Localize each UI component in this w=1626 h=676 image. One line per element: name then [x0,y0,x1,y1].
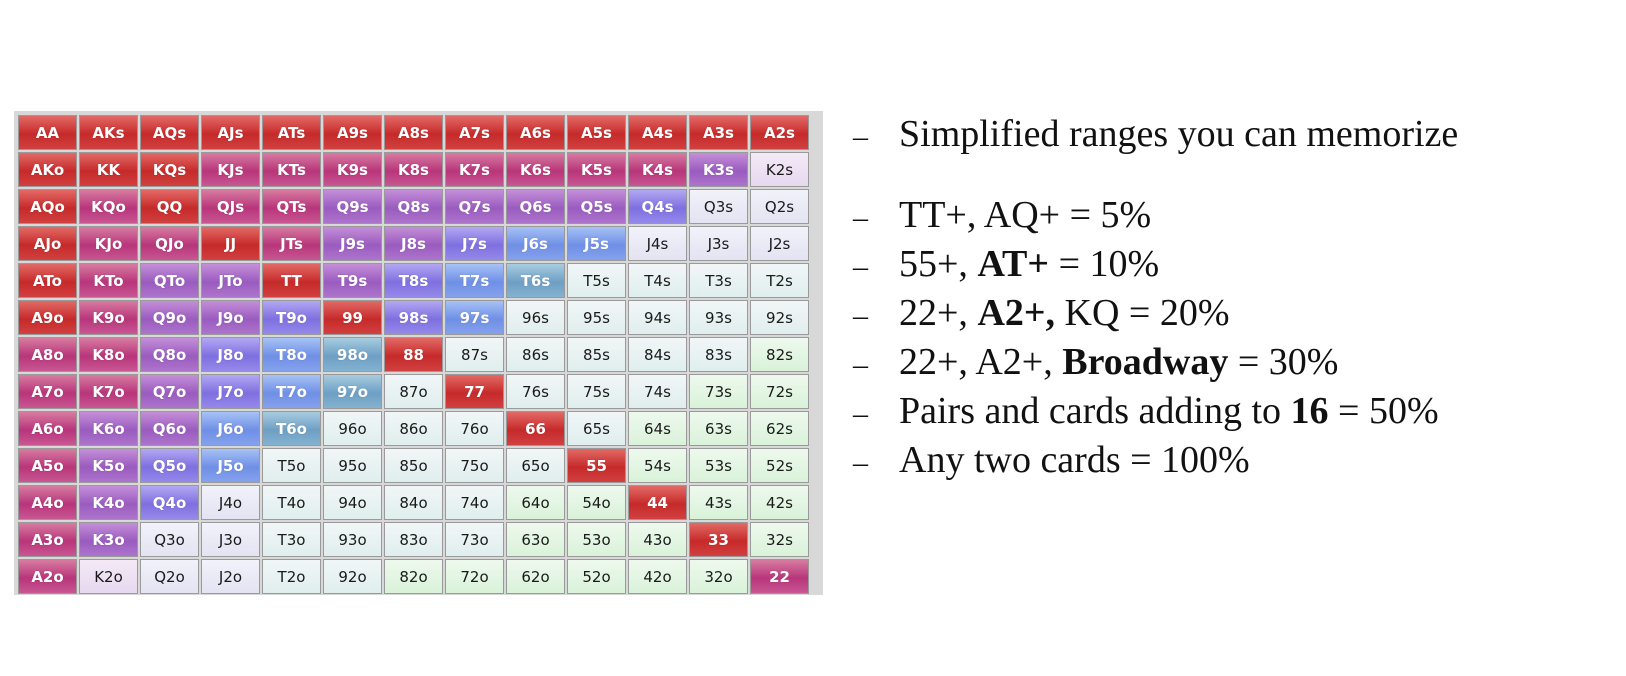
hand-cell: 88 [384,337,443,372]
hand-cell: J5o [201,448,260,483]
hand-cell: Q7s [445,189,504,224]
bullet-emphasis: AT+ [977,243,1050,285]
hand-cell: 85s [567,337,626,372]
hand-cell: KQo [79,189,138,224]
hand-cell: 54s [628,448,687,483]
hand-cell: T5o [262,448,321,483]
hand-cell: 93o [323,522,382,557]
hand-cell: J5s [567,226,626,261]
hand-cell: T2o [262,559,321,594]
bullet-segment: TT+, AQ+ = 5% [899,194,1152,236]
hand-cell: J8s [384,226,443,261]
hand-cell: 44 [628,485,687,520]
hand-cell: AQo [18,189,77,224]
bullet-text [899,389,1439,433]
hand-cell: KQs [140,152,199,187]
hand-cell: 72s [750,374,809,409]
hand-cell: K9o [79,300,138,335]
hand-cell: J3s [689,226,748,261]
hand-cell: K6s [506,152,565,187]
hand-cell: QQ [140,189,199,224]
hand-cell: 74s [628,374,687,409]
hand-cell: ATo [18,263,77,298]
bullet-emphasis: A2+, [977,292,1056,334]
hand-cell: 52s [750,448,809,483]
hand-cell: Q8o [140,337,199,372]
hand-cell: 73s [689,374,748,409]
hand-cell: 84o [384,485,443,520]
hand-cell: 96o [323,411,382,446]
hand-cell: J8o [201,337,260,372]
hand-cell: 85o [384,448,443,483]
bullet-emphasis: Broadway [1062,341,1229,383]
bullet-segment: = 50% [1328,390,1439,432]
hand-cell: T9s [323,263,382,298]
bullet-segment: Simplified ranges you can memorize [899,113,1459,155]
hand-cell: Q9s [323,189,382,224]
hand-cell: A8s [384,115,443,150]
hand-cell: T9o [262,300,321,335]
hand-cell: J9o [201,300,260,335]
hand-cell: 65s [567,411,626,446]
hand-cell: 97s [445,300,504,335]
hand-cell: 32o [689,559,748,594]
hand-cell: AJo [18,226,77,261]
hand-cell: K6o [79,411,138,446]
hand-cell: K8s [384,152,443,187]
bullet-dash: – [853,120,868,153]
hand-cell: J7o [201,374,260,409]
hand-cell: 66 [506,411,565,446]
hand-cell: K5o [79,448,138,483]
hand-range-chart [14,111,823,595]
hand-cell: A9s [323,115,382,150]
hand-cell: A2o [18,559,77,594]
bullet-dash: – [853,299,868,332]
hand-cell: K7s [445,152,504,187]
hand-cell: A3s [689,115,748,150]
hand-cell: KJo [79,226,138,261]
hand-cell: QTs [262,189,321,224]
bullet-segment: KQ = 20% [1055,292,1230,334]
bullet-item [853,291,1613,340]
bullet-dash: – [853,446,868,479]
hand-cell: A5s [567,115,626,150]
bullet-text [899,112,1458,156]
hand-cell: K7o [79,374,138,409]
hand-cell: 63s [689,411,748,446]
hand-cell: 96s [506,300,565,335]
hand-cell: J9s [323,226,382,261]
hand-cell: 42s [750,485,809,520]
hand-cell: T8s [384,263,443,298]
hand-cell: A7o [18,374,77,409]
hand-cell: 87s [445,337,504,372]
bullet-segment: 22+, [899,292,978,334]
hand-cell: K8o [79,337,138,372]
bullet-text [899,340,1338,384]
hand-cell: 64o [506,485,565,520]
hand-grid [18,115,809,594]
bullet-dash: – [853,348,868,381]
range-bullet-list [853,112,1613,487]
bullet-dash: – [853,250,868,283]
bullet-emphasis: 16 [1290,390,1329,432]
hand-cell: 84s [628,337,687,372]
hand-cell: 75s [567,374,626,409]
hand-cell: T4s [628,263,687,298]
hand-cell: K9s [323,152,382,187]
hand-cell: 98o [323,337,382,372]
hand-cell: 82s [750,337,809,372]
hand-cell: 22 [750,559,809,594]
bullet-item [853,340,1613,389]
hand-cell: 95s [567,300,626,335]
bullet-item [853,438,1613,487]
hand-cell: K4s [628,152,687,187]
hand-cell: AKs [79,115,138,150]
hand-cell: T6o [262,411,321,446]
hand-cell: Q9o [140,300,199,335]
hand-cell: 86s [506,337,565,372]
hand-cell: KTo [79,263,138,298]
hand-cell: AKo [18,152,77,187]
hand-cell: 74o [445,485,504,520]
hand-cell: A6s [506,115,565,150]
hand-cell: 72o [445,559,504,594]
hand-cell: T3o [262,522,321,557]
hand-cell: 94o [323,485,382,520]
hand-cell: AA [18,115,77,150]
hand-cell: 64s [628,411,687,446]
hand-cell: A6o [18,411,77,446]
hand-cell: J2s [750,226,809,261]
bullet-segment: 22+, A2+, [899,341,1063,383]
hand-cell: J3o [201,522,260,557]
hand-cell: 77 [445,374,504,409]
hand-cell: Q3s [689,189,748,224]
hand-cell: 62o [506,559,565,594]
hand-cell: K5s [567,152,626,187]
hand-cell: 94s [628,300,687,335]
hand-cell: J4s [628,226,687,261]
hand-cell: T2s [750,263,809,298]
hand-cell: 92o [323,559,382,594]
hand-cell: A5o [18,448,77,483]
bullet-segment: = 30% [1228,341,1339,383]
hand-cell: 33 [689,522,748,557]
hand-cell: JTs [262,226,321,261]
hand-cell: 42o [628,559,687,594]
hand-cell: 87o [384,374,443,409]
hand-cell: T4o [262,485,321,520]
hand-cell: 92s [750,300,809,335]
hand-cell: J7s [445,226,504,261]
hand-cell: J6o [201,411,260,446]
hand-cell: K4o [79,485,138,520]
hand-cell: J2o [201,559,260,594]
hand-cell: 53o [567,522,626,557]
hand-cell: Q6s [506,189,565,224]
bullet-text [899,291,1230,335]
hand-cell: Q8s [384,189,443,224]
hand-cell: 63o [506,522,565,557]
hand-cell: KTs [262,152,321,187]
bullet-text [899,242,1159,286]
hand-cell: KJs [201,152,260,187]
hand-cell: 83o [384,522,443,557]
hand-cell: JJ [201,226,260,261]
hand-cell: A3o [18,522,77,557]
hand-cell: A9o [18,300,77,335]
hand-cell: Q2o [140,559,199,594]
hand-cell: J6s [506,226,565,261]
hand-cell: 86o [384,411,443,446]
hand-cell: TT [262,263,321,298]
hand-cell: 43s [689,485,748,520]
hand-cell: A2s [750,115,809,150]
hand-cell: JTo [201,263,260,298]
hand-cell: AQs [140,115,199,150]
bullet-segment: Pairs and cards adding to [899,390,1291,432]
hand-cell: 97o [323,374,382,409]
hand-cell: QJo [140,226,199,261]
hand-cell: 76o [445,411,504,446]
bullet-text [899,193,1151,237]
hand-cell: 62s [750,411,809,446]
hand-cell: K2o [79,559,138,594]
hand-cell: QTo [140,263,199,298]
hand-cell: 95o [323,448,382,483]
bullet-segment: Any two cards = 100% [899,439,1250,481]
hand-cell: T3s [689,263,748,298]
bullet-item [853,193,1613,242]
hand-cell: 43o [628,522,687,557]
hand-cell: Q5s [567,189,626,224]
bullet-item [853,389,1613,438]
hand-cell: 99 [323,300,382,335]
hand-cell: T7s [445,263,504,298]
hand-cell: A8o [18,337,77,372]
hand-cell: 93s [689,300,748,335]
bullet-dash: – [853,397,868,430]
bullet-dash: – [853,201,868,234]
hand-cell: AJs [201,115,260,150]
bullet-segment: 55+, [899,243,978,285]
hand-cell: 52o [567,559,626,594]
hand-cell: Q4o [140,485,199,520]
hand-cell: K3o [79,522,138,557]
bullet-item [853,242,1613,291]
hand-cell: 32s [750,522,809,557]
hand-cell: A4o [18,485,77,520]
hand-cell: ATs [262,115,321,150]
hand-cell: J4o [201,485,260,520]
bullet-segment: = 10% [1049,243,1160,285]
hand-cell: A7s [445,115,504,150]
hand-cell: T7o [262,374,321,409]
hand-cell: 73o [445,522,504,557]
hand-cell: Q7o [140,374,199,409]
hand-cell: 82o [384,559,443,594]
hand-cell: 76s [506,374,565,409]
hand-cell: 65o [506,448,565,483]
hand-cell: 54o [567,485,626,520]
hand-cell: T6s [506,263,565,298]
hand-cell: T5s [567,263,626,298]
hand-cell: Q5o [140,448,199,483]
hand-cell: 98s [384,300,443,335]
hand-cell: 83s [689,337,748,372]
bullet-text [899,438,1250,482]
bullet-item [853,112,1613,161]
hand-cell: Q2s [750,189,809,224]
hand-cell: KK [79,152,138,187]
hand-cell: T8o [262,337,321,372]
hand-cell: Q6o [140,411,199,446]
hand-cell: 53s [689,448,748,483]
hand-cell: 55 [567,448,626,483]
hand-cell: Q4s [628,189,687,224]
hand-cell: K3s [689,152,748,187]
hand-cell: K2s [750,152,809,187]
hand-cell: A4s [628,115,687,150]
hand-cell: QJs [201,189,260,224]
hand-cell: Q3o [140,522,199,557]
hand-cell: 75o [445,448,504,483]
